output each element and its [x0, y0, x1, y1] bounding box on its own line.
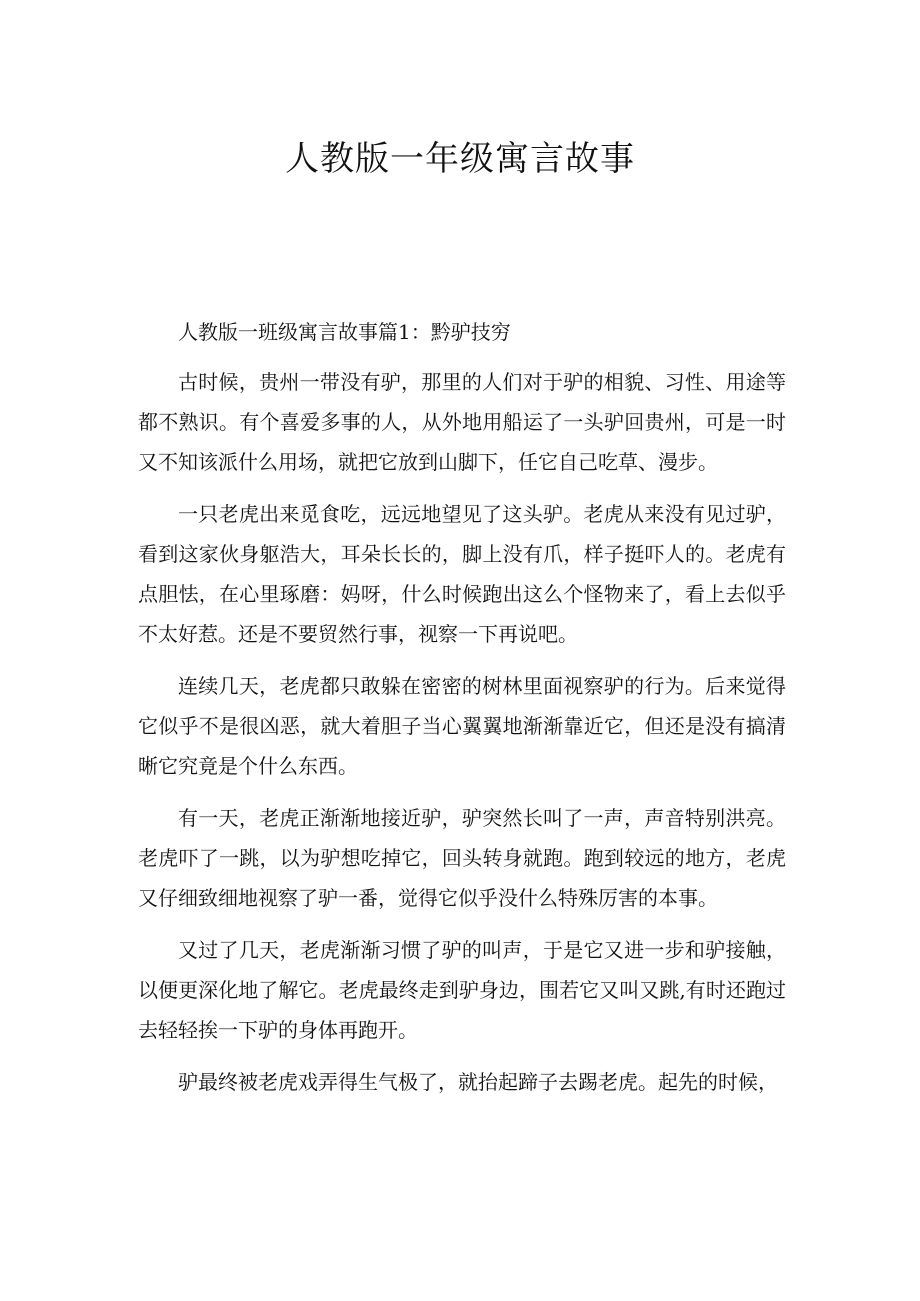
paragraph-4: 有一天，老虎正渐渐地接近驴，驴突然长叫了一声，声音特别洪亮。老虎吓了一跳，以为驴想吃掉它，回头转身就跑。跑到较远的地方，老虎又仔细致细地视察了驴一番，觉得它似乎没什么特殊厉害的本事。	[138, 806, 786, 910]
paragraph-2: 一只老虎出来觅食吃，远远地望见了这头驴。老虎从来没有见过驴，看到这家伙身躯浩大，耳朵长长的，脚上没有爪，样子挺吓人的。老虎有点胆怯，在心里琢磨：妈呀，什么时候跑出这么个怪物来了，看上去似乎不太好惹。还是不要贸然行事，视察一下再说吧。	[138, 502, 786, 646]
document-body	[138, 312, 786, 1114]
paragraph-1: 古时候，贵州一带没有驴，那里的人们对于驴的相貌、习性、用途等都不熟识。有个喜爱多事的人，从外地用船运了一头驴回贵州，可是一时又不知该派什么用场，就把它放到山脚下，任它自己吃草、漫步。	[138, 370, 786, 474]
paragraph-5: 又过了几天，老虎渐渐习惯了驴的叫声，于是它又进一步和驴接触，以便更深化地了解它。老虎最终走到驴身边，围若它又叫又跳,有时还跑过去轻轻挨一下驴的身体再跑开。	[138, 938, 786, 1042]
paragraph-6: 驴最终被老虎戏弄得生气极了，就抬起蹄子去踢老虎。起先的时候，	[178, 1070, 778, 1094]
document-title: 人教版一年级寓言故事	[285, 139, 635, 179]
paragraph-3: 连续几天，老虎都只敢躲在密密的树林里面视察驴的行为。后来觉得它似乎不是很凶恶，就大着胆子当心翼翼地渐渐靠近它，但还是没有搞清晰它究竟是个什么东西。	[138, 674, 786, 778]
section-heading: 人教版一班级寓言故事篇1：黔驴技穷	[178, 320, 511, 344]
